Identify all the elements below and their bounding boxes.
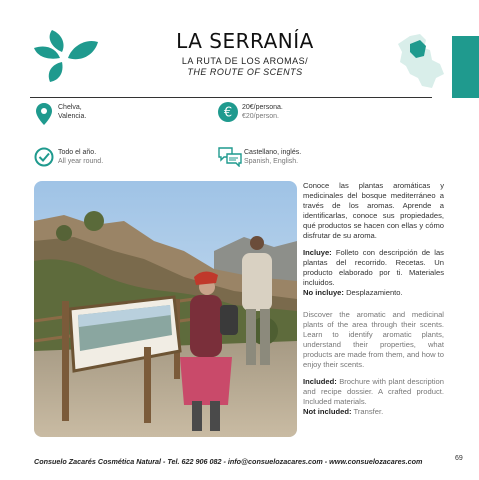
not-includes-es-text: Desplazamiento. (346, 288, 403, 297)
subtitle-spanish: LA RUTA DE LOS AROMAS/ (181, 56, 309, 66)
includes-en-label: Included: (303, 377, 337, 386)
header-divider (30, 97, 432, 98)
description-en-intro: Discover the aromatic and medicinal plants of the area through their scents. Learn to identify aromatic plants, understand their properties, what products are made from them, and how to enjoy their scents. (303, 310, 444, 369)
leaf-logo-icon (32, 28, 104, 84)
check-circle-icon (34, 147, 54, 167)
chat-bubbles-icon (218, 147, 242, 167)
language-es: Castellano, inglés. (244, 149, 302, 156)
includes-es (303, 248, 444, 298)
schedule-es: Todo el año. (58, 149, 97, 156)
accent-bar (452, 36, 479, 98)
page-number: 69 (455, 455, 463, 462)
description-es-intro: Conoce las plantas aromáticas y medicinales del bosque mediterráneo a través de los aromas. Aprende a identificarlas, conoce sus propiedades, qué productos se hacen con ellas y cómo disfrutar de su aroma. (303, 181, 444, 240)
footer-contact: Consuelo Zacarés Cosmética Natural - Tel. 622 906 082 - info@consuelozacares.com - www.consuelozacares.com (34, 457, 423, 466)
includes-es-text: Folleto con descripción de las plantas del recorrido. Recetas. Un producto elaborado por ti. Materiales incluidos. (303, 248, 444, 287)
includes-es-label: Incluye: (303, 248, 332, 257)
euro-icon (218, 102, 238, 122)
price-en: €20/person. (242, 113, 279, 120)
schedule-en: All year round. (58, 158, 104, 165)
not-includes-en-text: Transfer. (353, 407, 384, 416)
includes-en-text: Brochure with plant description and recipe dossier. A crafted product. Included materials. (303, 377, 444, 406)
hiking-photo (34, 181, 297, 437)
price-es: 20€/persona. (242, 104, 283, 111)
location-text: Chelva, (58, 104, 82, 111)
page-title: LA SERRANÍA (176, 29, 314, 53)
svg-text:€: € (223, 105, 233, 121)
language-en: Spanish, English. (244, 158, 299, 165)
location-text-2: Valencia. (58, 113, 87, 120)
not-includes-es-label: No incluye: (303, 288, 344, 297)
title-block (150, 30, 340, 78)
subtitle-english: THE ROUTE OF SCENTS (187, 67, 303, 77)
description-english (303, 310, 444, 424)
not-includes-en-label: Not included: (303, 407, 352, 416)
description-spanish (303, 181, 444, 305)
region-map-icon (396, 34, 446, 90)
includes-en (303, 377, 444, 417)
location-pin-icon (36, 103, 52, 125)
